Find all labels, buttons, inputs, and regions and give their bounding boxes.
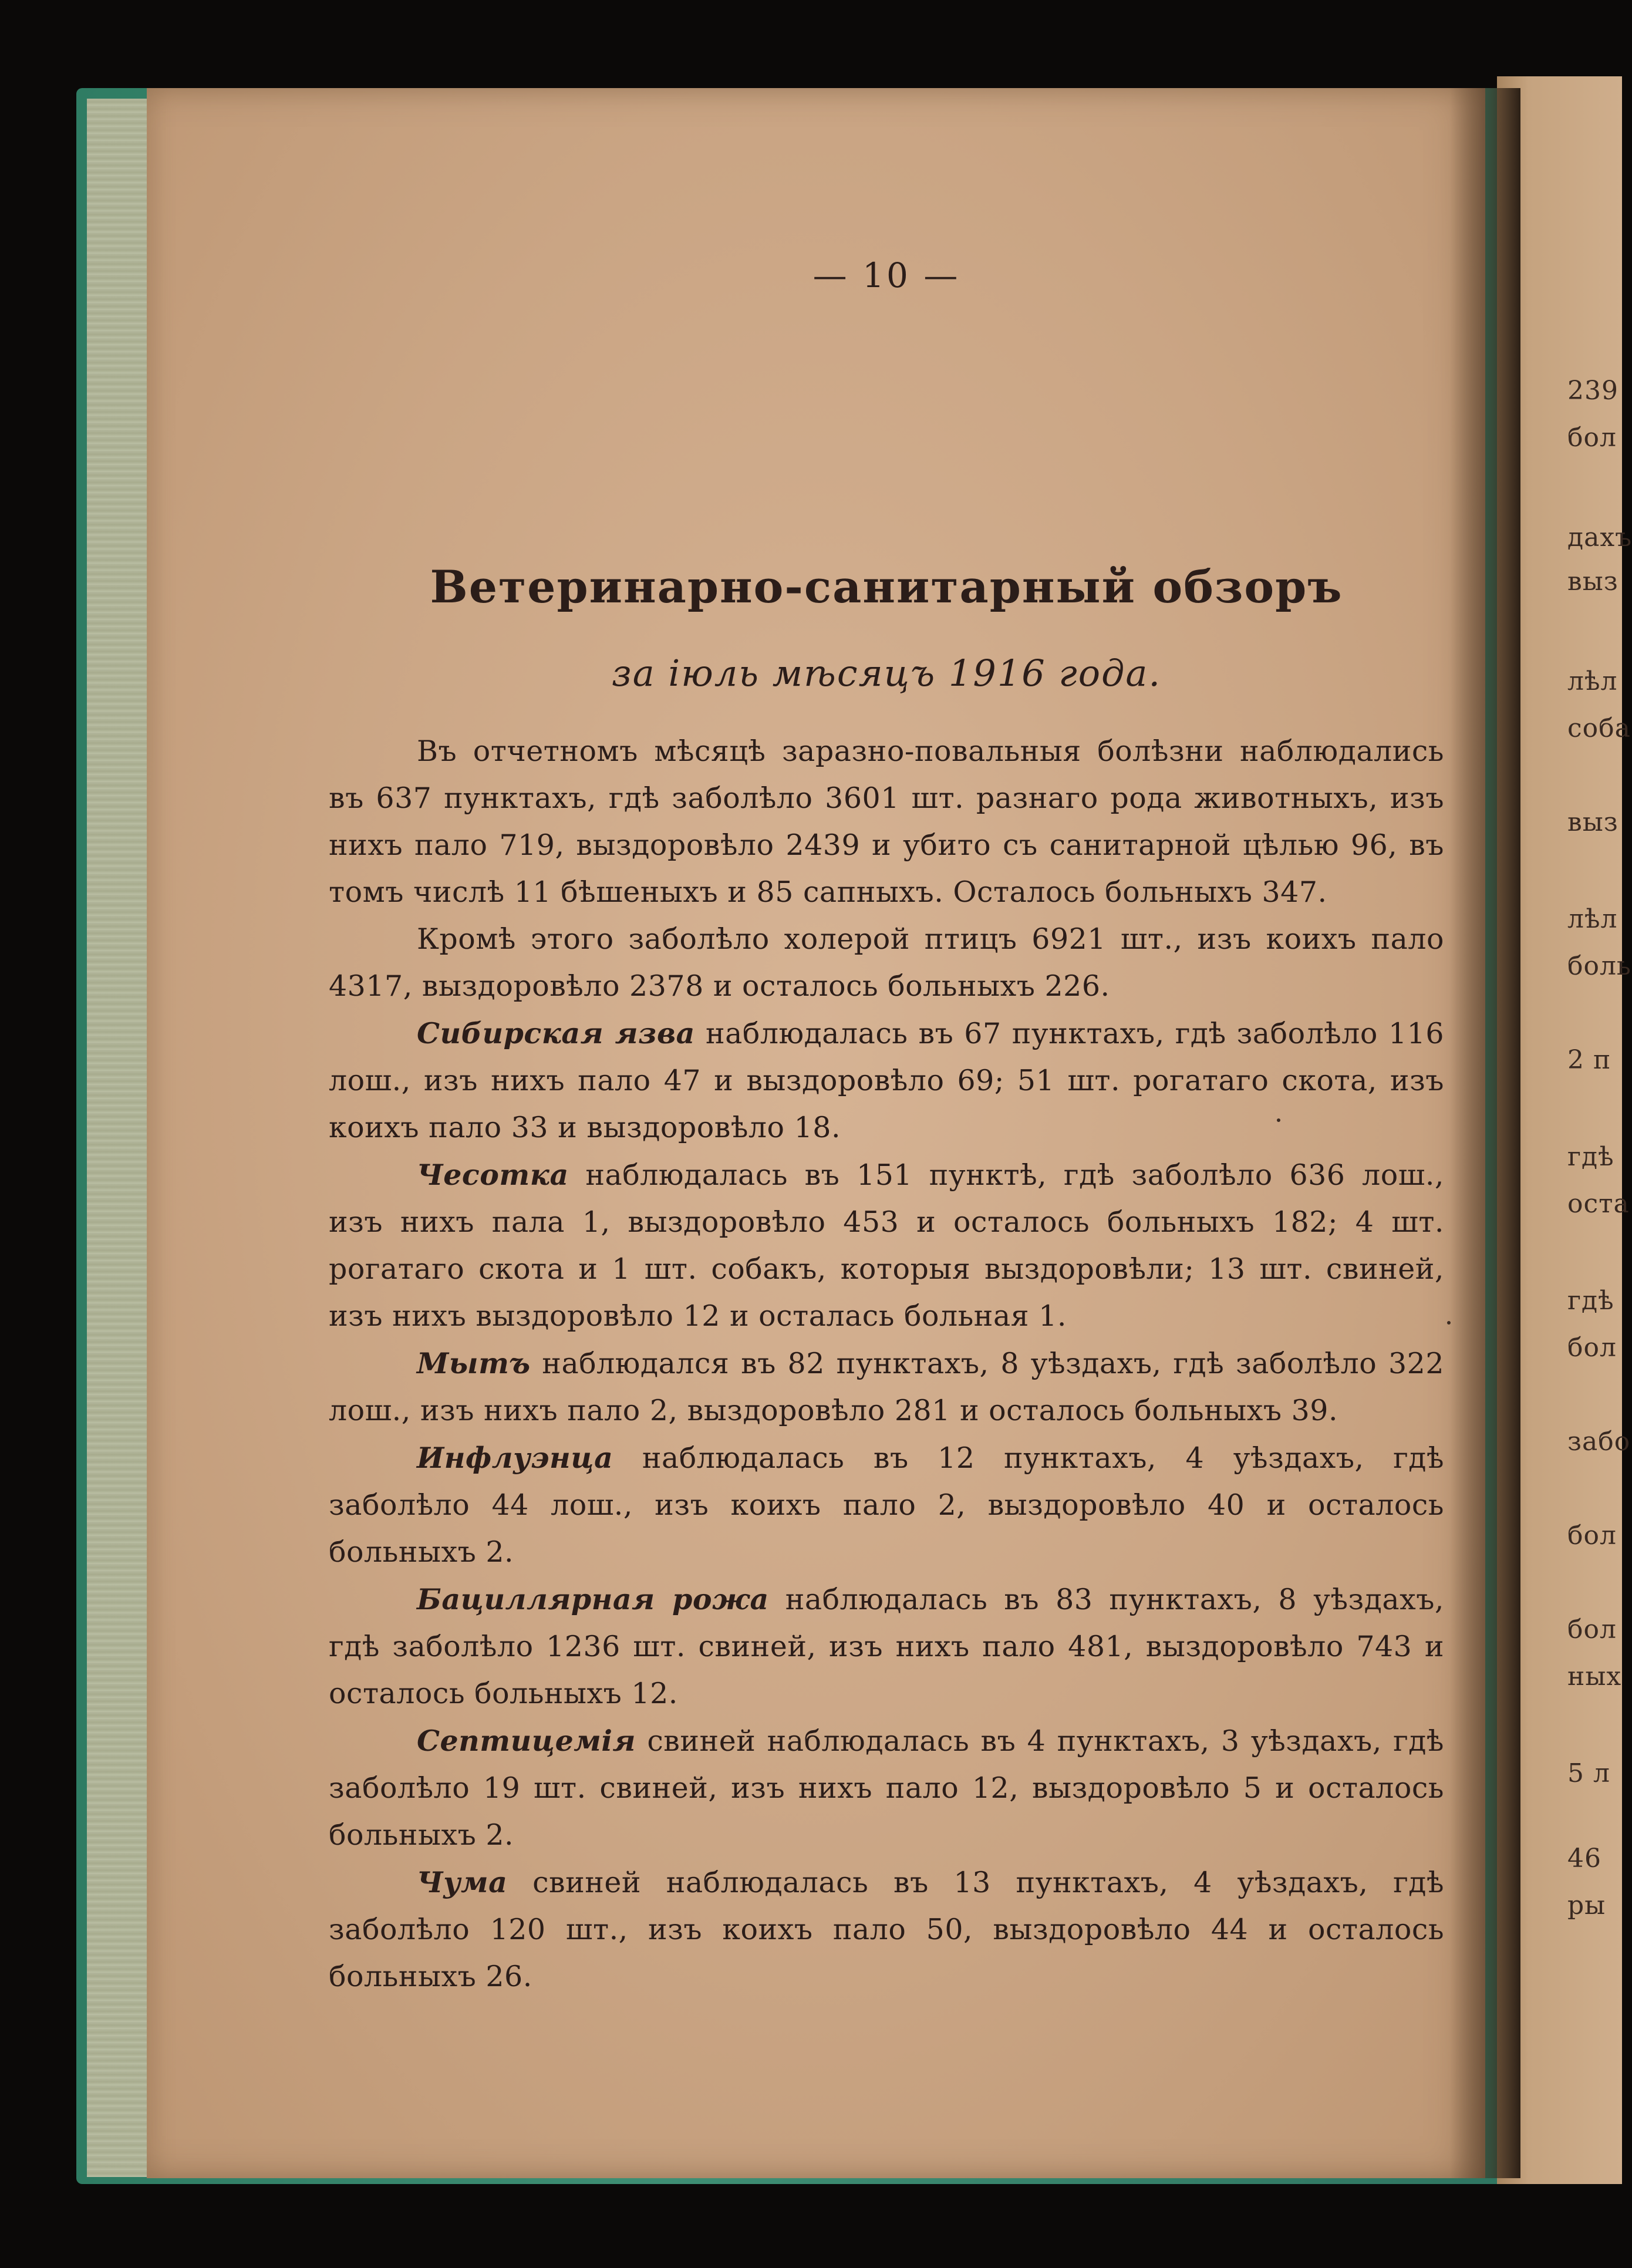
paragraph-swine-plague: [329, 1859, 1444, 2000]
facing-page-fragment: гдѣ: [1567, 1286, 1614, 1316]
paragraph-text: свиней наблюдалась въ 4 пунктахъ, 3 уѣздахъ, гдѣ заболѣло 19 шт. свиней, изъ нихъ пало 12, выздоровѣло 5 и осталось больныхъ 2.: [329, 1724, 1444, 1852]
paragraph-text: наблюдалась въ 67 пунктахъ, гдѣ заболѣло 116 лош., изъ нихъ пало 47 и выздоровѣло 69; 51 шт. рогатаго скота, изъ коихъ пало 33 и выздоровѣло 18.: [329, 1017, 1444, 1144]
paragraph-text: наблюдался въ 82 пунктахъ, 8 уѣздахъ, гдѣ заболѣло 322 лош., изъ нихъ пало 2, выздоровѣло 281 и осталось больныхъ 39.: [329, 1347, 1444, 1427]
paragraph-scabies: [329, 1151, 1444, 1340]
facing-page-fragment: ных: [1567, 1662, 1622, 1691]
disease-term: Мытъ: [417, 1346, 531, 1380]
facing-page-fragment: ры: [1567, 1890, 1606, 1920]
facing-page-fragment: лѣл: [1567, 666, 1618, 696]
page-subtitle: за іюль мѣсяцъ 1916 года.: [611, 652, 1162, 695]
paragraph-septicemia: [329, 1717, 1444, 1859]
facing-page-fragment: 239: [1567, 376, 1618, 406]
paragraph-text: свиней наблюдалась въ 13 пунктахъ, 4 уѣздахъ, гдѣ заболѣло 120 шт., изъ коихъ пало 50, выздоровѣло 44 и осталось больныхъ 26.: [329, 1866, 1444, 1993]
paragraph-poultry-cholera: [329, 916, 1444, 1010]
page-number: — 10 —: [812, 255, 960, 295]
facing-page-fragment: выз: [1567, 567, 1618, 597]
disease-term: Бациллярная рожа: [417, 1582, 769, 1616]
page-title: Ветеринарно-санитарный обзоръ: [430, 561, 1343, 613]
facing-page-fragment: бол: [1567, 1333, 1617, 1363]
disease-term: Чума: [417, 1865, 508, 1899]
paragraph-text: Въ отчетномъ мѣсяцѣ заразно-повальныя болѣзни наблюдались въ 637 пунктахъ, гдѣ заболѣло 3601 шт. разнаго рода животныхъ, изъ нихъ пало 719, выздоровѣло 2439 и убито съ санитарной цѣлью 96, въ томъ числѣ 11 бѣшеныхъ и 85 сапныхъ. Осталось больныхъ 347.: [329, 734, 1444, 909]
facing-page-fragment: боль: [1567, 951, 1631, 981]
facing-page-fragment: 46: [1567, 1844, 1601, 1873]
paragraph-influenza: [329, 1434, 1444, 1576]
facing-page-fragment: лѣл: [1567, 904, 1618, 934]
facing-page-fragment: оста: [1567, 1189, 1630, 1219]
paragraph-anthrax: [329, 1010, 1444, 1151]
disease-term: Инфлуэнца: [417, 1441, 613, 1475]
book-gutter: [1450, 88, 1520, 2178]
facing-page-fragment: бол: [1567, 1615, 1617, 1644]
facing-page-fragment: гдѣ: [1567, 1142, 1614, 1172]
disease-term: Септицемія: [417, 1724, 636, 1758]
paragraph-text: наблюдалась въ 12 пунктахъ, 4 уѣздахъ, гдѣ заболѣло 44 лош., изъ коихъ пало 2, выздоровѣло 40 и осталось больныхъ 2.: [329, 1441, 1444, 1569]
facing-page-fragment: бол: [1567, 1521, 1617, 1551]
facing-page-fragment: соба: [1567, 713, 1631, 743]
facing-page-fragment: 5 л: [1567, 1758, 1610, 1788]
paragraph-summary: [329, 728, 1444, 916]
disease-term: Чесотка: [417, 1158, 569, 1192]
paragraph-strangles: [329, 1340, 1444, 1434]
paragraph-text: наблюдалась въ 83 пунктахъ, 8 уѣздахъ, гдѣ заболѣло 1236 шт. свиней, изъ нихъ пало 481, выздоровѣло 743 и осталось больныхъ 12.: [329, 1583, 1445, 1710]
article-body: [329, 728, 1444, 2000]
paragraph-text: Кромѣ этого заболѣло холерой птицъ 6921 шт., изъ коихъ пало 4317, выздоровѣло 2378 и осталось больныхъ 226.: [329, 922, 1444, 1003]
facing-page-fragment: бол: [1567, 423, 1617, 453]
facing-page-fragment: забо: [1567, 1427, 1631, 1457]
paper-speck: [1277, 1118, 1280, 1122]
paragraph-erysipelas: [329, 1576, 1444, 1717]
paragraph-text: наблюдалась въ 151 пунктѣ, гдѣ заболѣло 636 лош., изъ нихъ пала 1, выздоровѣло 453 и осталось больныхъ 182; 4 шт. рогатаго скота и 1 шт. собакъ, которыя выздоровѣли; 13 шт. свиней, изъ нихъ выздоровѣло 12 и осталась больная 1.: [329, 1158, 1444, 1333]
facing-page-fragment: дахъ: [1567, 523, 1632, 552]
facing-page-fragment: выз: [1567, 807, 1618, 837]
facing-page-fragment: 2 п: [1567, 1045, 1611, 1075]
paper-speck: [1447, 1321, 1451, 1325]
disease-term: Сибирская язва: [417, 1016, 695, 1050]
